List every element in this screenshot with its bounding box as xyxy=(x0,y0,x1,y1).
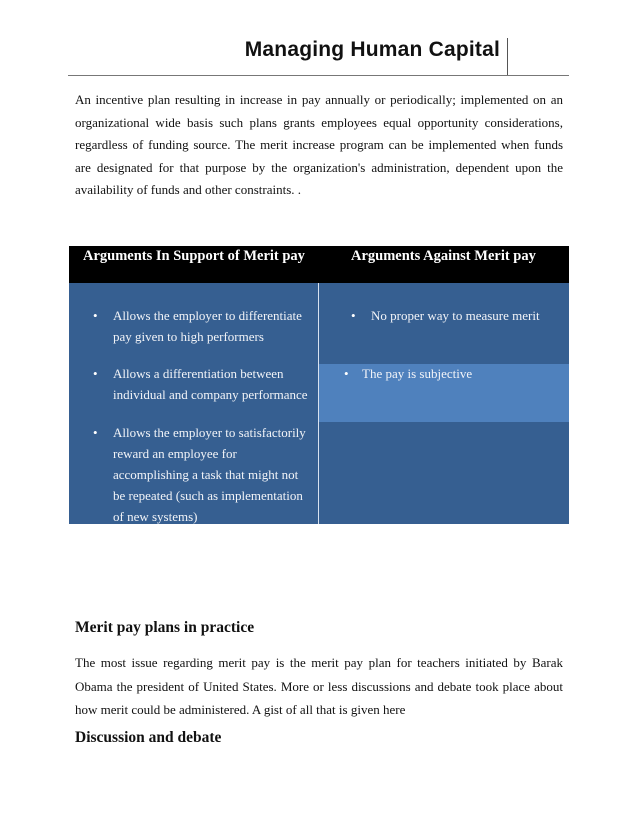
section-heading-discussion: Discussion and debate xyxy=(75,729,222,746)
support-item-text: Allows a differentiation between individual and company performance xyxy=(113,366,308,402)
header-horizontal-rule xyxy=(68,75,569,76)
section-heading-practice: Merit pay plans in practice xyxy=(75,619,255,636)
header-vertical-rule xyxy=(507,38,508,76)
bullet-icon: • xyxy=(93,425,98,440)
bullet-icon: • xyxy=(344,366,349,381)
header-against: Arguments Against Merit pay xyxy=(351,248,536,264)
bullet-icon: • xyxy=(351,308,356,323)
support-item xyxy=(93,305,313,347)
intro-paragraph: An incentive plan resulting in increase in pay annually or periodically; implemented on an organizational wide basis such plans grants employees equal opportunity considerations, regardless of funding source. The merit increase program can be implemented when funds are designated for that purpose by the organization's administration, dependent upon the availability of funds and other constraints. . xyxy=(75,92,563,198)
support-item-text: Allows the employer to differentiate pay given to high performers xyxy=(113,308,302,344)
against-item xyxy=(344,363,557,384)
bullet-icon: • xyxy=(93,308,98,323)
against-item-text: The pay is subjective xyxy=(362,366,473,381)
practice-paragraph: The most issue regarding merit pay is the merit pay plan for teachers initiated by Barak Obama the president of United States. More or less discussions and debate took place about how merit could be administered. A gist of all that is given here xyxy=(75,655,563,717)
table-header-row xyxy=(69,246,569,283)
against-item-text: No proper way to measure merit xyxy=(371,308,540,323)
support-item xyxy=(93,422,313,527)
header-support: Arguments In Support of Merit pay xyxy=(83,248,305,264)
document-header-title: Managing Human Capital xyxy=(244,38,500,61)
support-item xyxy=(93,363,313,405)
support-item-text: Allows the employer to satisfactorily reward an employee for accomplishing a task that might not be repeated (such as implementation of new systems) xyxy=(113,425,306,524)
merit-pay-arguments-table xyxy=(69,246,569,524)
bullet-icon: • xyxy=(93,366,98,381)
column-divider xyxy=(318,283,319,524)
against-item xyxy=(351,305,561,326)
